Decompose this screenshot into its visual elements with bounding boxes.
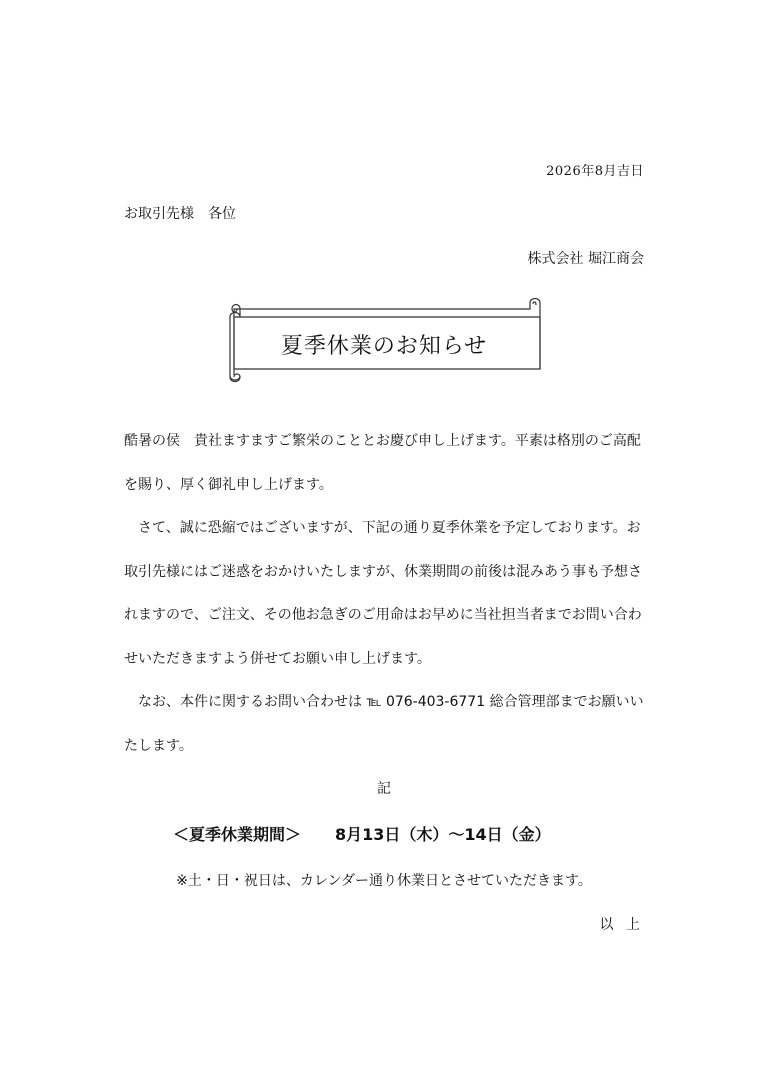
holiday-period-dates: 8月13日（木）～14日（金） [335,825,551,844]
ki-heading: 記 [377,781,391,797]
contact-paragraph: なお、本件に関するお問い合わせは ℡ 076-403-6771 総合管理部までお願いいたします。 [124,694,644,754]
sender-company: 株式会社 堀江商会 [527,251,644,267]
title-banner [220,295,550,385]
greeting-paragraph: 酷暑の侯 貴社ますますご繁栄のこととお慶び申し上げます。平素は格別のご高配を賜り、厚く御礼申し上げます。 [124,433,641,493]
holiday-period [173,822,551,845]
holiday-note: ※土・日・祝日は、カレンダー通り休業日とさせていただきます。 [176,873,592,889]
notice-paragraph: さて、誠に恐縮ではございますが、下記の通り夏季休業を予定しております。お取引先様にはご迷惑をおかけいたしますが、休業期間の前後は混みあう事も予想されますので、ご注文、その他お急ぎのご用命はお早めに当社担当者までお問い合わせいただきますよう併せてお願い申し上げます。 [124,520,642,667]
document-date: 2026年8月吉日 [546,164,644,179]
closing-mark: 以 上 [599,917,644,933]
holiday-period-label: ＜夏季休業期間＞ [173,825,302,844]
body-text [124,420,654,768]
recipient: お取引先様 各位 [124,206,236,222]
page-title: 夏季休業のお知らせ [280,333,488,359]
